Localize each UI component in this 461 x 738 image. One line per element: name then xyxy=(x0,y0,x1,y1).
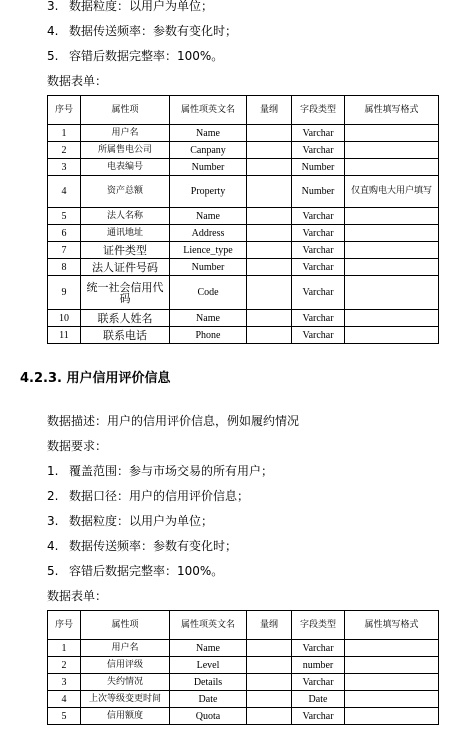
cell-en: Details xyxy=(170,674,247,691)
table-row xyxy=(48,208,439,225)
cell-no: 3 xyxy=(48,674,81,691)
requirement-text: 数据粒度：以用户为单位； xyxy=(69,514,214,528)
cell-type: Varchar xyxy=(292,259,345,276)
cell-type: Number xyxy=(292,159,345,176)
requirement-line xyxy=(47,464,273,478)
cell-type: Varchar xyxy=(292,674,345,691)
cell-format xyxy=(345,125,439,142)
cell-no: 4 xyxy=(48,691,81,708)
cell-no: 1 xyxy=(48,125,81,142)
header-cell: 序号 xyxy=(48,611,81,640)
header-cell: 序号 xyxy=(48,96,81,125)
requirement-line xyxy=(47,564,223,578)
cell-format xyxy=(345,708,439,725)
cell-no: 8 xyxy=(48,259,81,276)
cell-format xyxy=(345,310,439,327)
cell-no: 3 xyxy=(48,159,81,176)
cell-no: 9 xyxy=(48,276,81,310)
cell-format xyxy=(345,657,439,674)
requirement-number: 5. xyxy=(47,49,59,63)
requirement-text: 数据口径：用户的信用评价信息； xyxy=(69,489,250,503)
cell-type: number xyxy=(292,657,345,674)
cell-format xyxy=(345,225,439,242)
cell-item: 信用额度 xyxy=(81,708,170,725)
cell-en: Property xyxy=(170,176,247,208)
cell-format xyxy=(345,242,439,259)
requirement-number: 3. xyxy=(47,0,59,13)
cell-format xyxy=(345,327,439,344)
table-row xyxy=(48,691,439,708)
requirement-text: 容错后数据完整率：100%。 xyxy=(69,49,224,63)
table-row xyxy=(48,657,439,674)
cell-format xyxy=(345,208,439,225)
table-row xyxy=(48,327,439,344)
cell-no: 2 xyxy=(48,142,81,159)
table-row xyxy=(48,225,439,242)
requirement-text: 数据传送频率：参数有变化时； xyxy=(69,539,238,553)
credit-table xyxy=(47,610,439,725)
cell-type: Varchar xyxy=(292,125,345,142)
cell-en: Phone xyxy=(170,327,247,344)
cell-item: 统一社会信用代码 xyxy=(81,276,170,310)
header-cell: 属性项英文名 xyxy=(170,611,247,640)
requirement-number: 3. xyxy=(47,514,59,528)
section-heading: 4.2.3. 用户信用评价信息 xyxy=(20,371,171,386)
cell-unit xyxy=(247,691,292,708)
cell-en: Number xyxy=(170,159,247,176)
header-cell: 属性项英文名 xyxy=(170,96,247,125)
cell-type: Varchar xyxy=(292,242,345,259)
table-header-row xyxy=(48,611,439,640)
requirement-number: 1. xyxy=(47,464,59,478)
cell-item: 资产总额 xyxy=(81,176,170,208)
attribute-table xyxy=(47,95,439,344)
cell-en: Date xyxy=(170,691,247,708)
header-cell: 属性填写格式 xyxy=(345,96,439,125)
requirement-number: 4. xyxy=(47,539,59,553)
cell-type: Varchar xyxy=(292,225,345,242)
cell-type: Number xyxy=(292,176,345,208)
cell-item: 通讯地址 xyxy=(81,225,170,242)
cell-en: Address xyxy=(170,225,247,242)
cell-no: 7 xyxy=(48,242,81,259)
cell-type: Varchar xyxy=(292,327,345,344)
cell-no: 1 xyxy=(48,640,81,657)
cell-en: Lience_type xyxy=(170,242,247,259)
cell-no: 10 xyxy=(48,310,81,327)
cell-type: Varchar xyxy=(292,310,345,327)
requirement-line xyxy=(47,49,223,63)
table-row xyxy=(48,176,439,208)
table-row xyxy=(48,242,439,259)
requirement-number: 4. xyxy=(47,24,59,38)
cell-unit xyxy=(247,225,292,242)
table-label: 数据表单： xyxy=(47,74,108,88)
cell-unit xyxy=(247,276,292,310)
table-row xyxy=(48,259,439,276)
cell-en: Level xyxy=(170,657,247,674)
cell-item: 失约情况 xyxy=(81,674,170,691)
cell-no: 6 xyxy=(48,225,81,242)
header-cell: 属性项 xyxy=(81,96,170,125)
table-row xyxy=(48,310,439,327)
cell-no: 11 xyxy=(48,327,81,344)
cell-unit xyxy=(247,176,292,208)
data-description: 数据描述：用户的信用评价信息，例如履约情况 xyxy=(47,414,300,428)
cell-en: Name xyxy=(170,125,247,142)
cell-en: Code xyxy=(170,276,247,310)
cell-format: 仅直购电大用户填写 xyxy=(345,176,439,208)
header-cell: 量纲 xyxy=(247,96,292,125)
requirement-text: 数据粒度：以用户为单位； xyxy=(69,0,214,13)
requirement-text: 容错后数据完整率：100%。 xyxy=(69,564,224,578)
cell-item: 所属售电公司 xyxy=(81,142,170,159)
cell-unit xyxy=(247,327,292,344)
cell-item: 联系电话 xyxy=(81,327,170,344)
cell-format xyxy=(345,674,439,691)
cell-unit xyxy=(247,674,292,691)
cell-format xyxy=(345,691,439,708)
requirement-line xyxy=(47,489,249,503)
header-cell: 量纲 xyxy=(247,611,292,640)
cell-type: Varchar xyxy=(292,708,345,725)
cell-no: 5 xyxy=(48,208,81,225)
cell-item: 联系人姓名 xyxy=(81,310,170,327)
cell-type: Varchar xyxy=(292,208,345,225)
cell-unit xyxy=(247,259,292,276)
header-cell: 字段类型 xyxy=(292,96,345,125)
cell-unit xyxy=(247,657,292,674)
cell-unit xyxy=(247,310,292,327)
cell-unit xyxy=(247,242,292,259)
cell-en: Name xyxy=(170,208,247,225)
cell-item: 用户名 xyxy=(81,125,170,142)
table-row xyxy=(48,640,439,657)
requirement-line xyxy=(47,0,213,13)
cell-format xyxy=(345,142,439,159)
cell-en: Canpany xyxy=(170,142,247,159)
cell-unit xyxy=(247,208,292,225)
table-row xyxy=(48,125,439,142)
table-row xyxy=(48,674,439,691)
table-label: 数据表单： xyxy=(47,589,108,603)
cell-item: 信用评级 xyxy=(81,657,170,674)
table-row xyxy=(48,142,439,159)
cell-item: 用户名 xyxy=(81,640,170,657)
requirement-text: 覆盖范围：参与市场交易的所有用户； xyxy=(69,464,274,478)
cell-no: 5 xyxy=(48,708,81,725)
requirement-line xyxy=(47,539,237,553)
cell-format xyxy=(345,159,439,176)
cell-unit xyxy=(247,125,292,142)
cell-item: 上次等级变更时间 xyxy=(81,691,170,708)
cell-en: Number xyxy=(170,259,247,276)
table-row xyxy=(48,159,439,176)
cell-unit xyxy=(247,708,292,725)
cell-item: 电表编号 xyxy=(81,159,170,176)
requirement-line xyxy=(47,24,237,38)
cell-unit xyxy=(247,159,292,176)
header-cell: 属性填写格式 xyxy=(345,611,439,640)
cell-format xyxy=(345,276,439,310)
requirement-text: 数据传送频率：参数有变化时； xyxy=(69,24,238,38)
cell-item: 证件类型 xyxy=(81,242,170,259)
cell-format xyxy=(345,640,439,657)
table-row xyxy=(48,276,439,310)
requirements-label: 数据要求： xyxy=(47,439,108,453)
cell-en: Name xyxy=(170,640,247,657)
cell-type: Varchar xyxy=(292,276,345,310)
cell-type: Varchar xyxy=(292,640,345,657)
requirement-number: 2. xyxy=(47,489,59,503)
cell-unit xyxy=(247,640,292,657)
cell-no: 2 xyxy=(48,657,81,674)
cell-unit xyxy=(247,142,292,159)
cell-no: 4 xyxy=(48,176,81,208)
header-cell: 属性项 xyxy=(81,611,170,640)
cell-type: Varchar xyxy=(292,142,345,159)
table-row xyxy=(48,708,439,725)
cell-format xyxy=(345,259,439,276)
header-cell: 字段类型 xyxy=(292,611,345,640)
requirement-number: 5. xyxy=(47,564,59,578)
requirement-line xyxy=(47,514,213,528)
cell-item: 法人证件号码 xyxy=(81,259,170,276)
cell-en: Quota xyxy=(170,708,247,725)
cell-en: Name xyxy=(170,310,247,327)
table-header-row xyxy=(48,96,439,125)
cell-item: 法人名称 xyxy=(81,208,170,225)
cell-type: Date xyxy=(292,691,345,708)
